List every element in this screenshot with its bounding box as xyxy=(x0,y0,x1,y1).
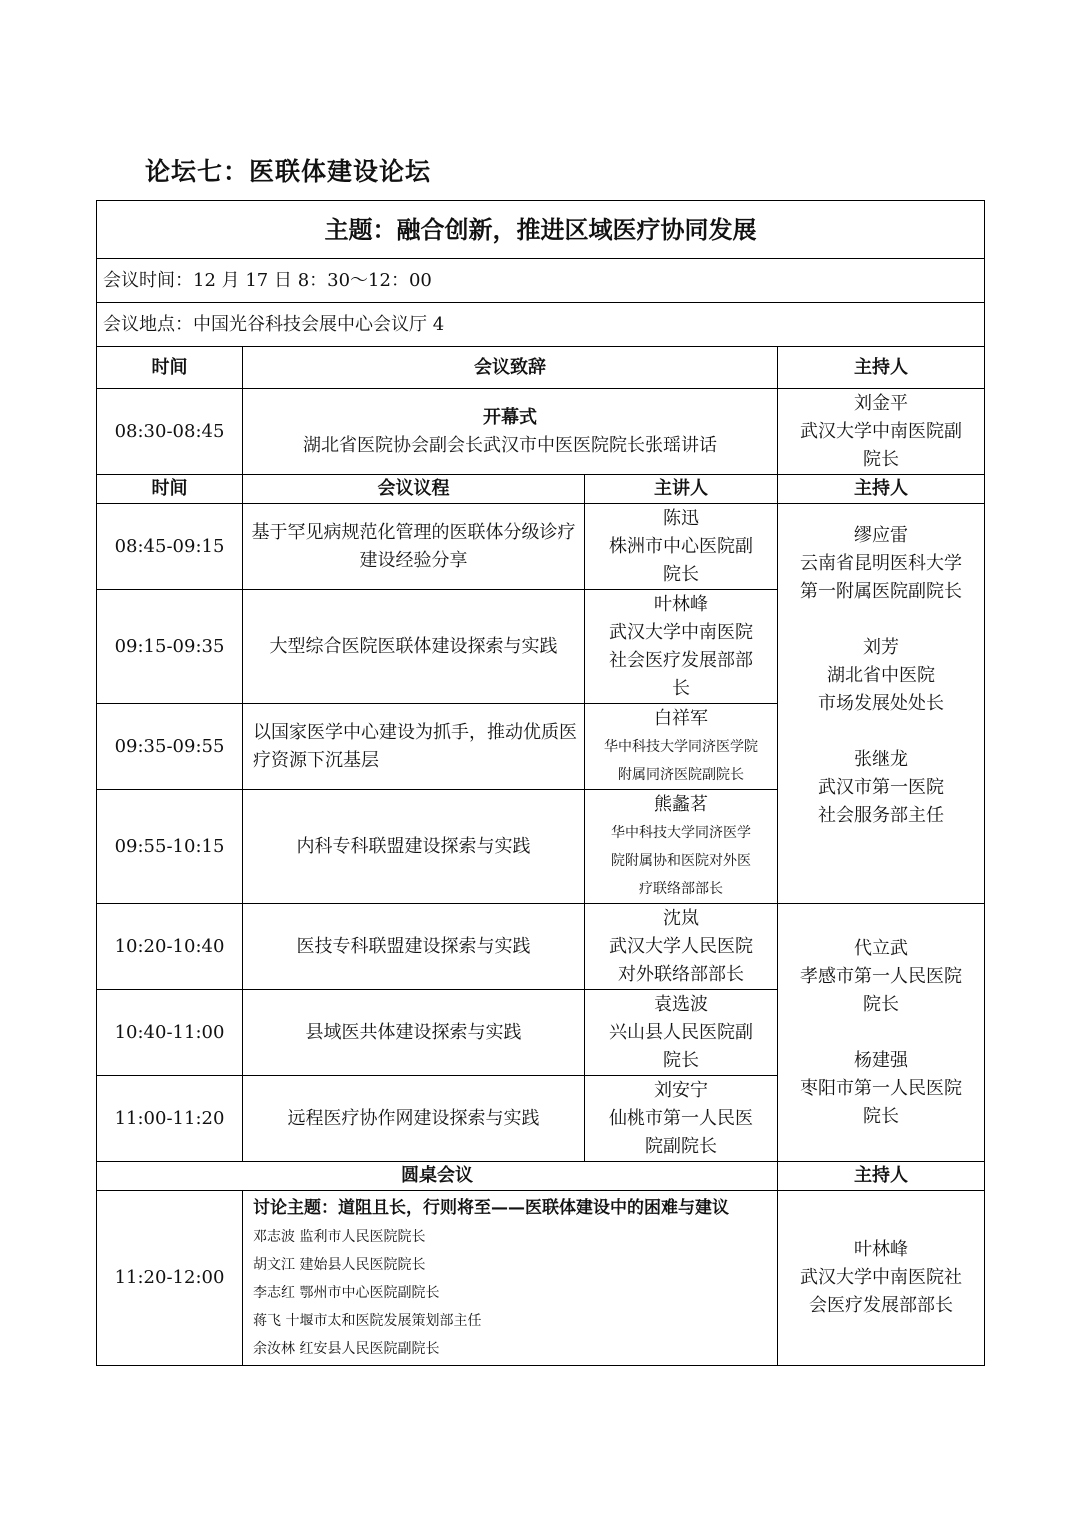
host-spacer xyxy=(784,718,978,746)
speaker-title-line: 社会医疗发展部部 xyxy=(609,649,753,671)
speaker-title-line: 院附属协和医院对外医 xyxy=(611,852,751,869)
session-speaker xyxy=(585,904,778,990)
opening-desc: 湖北省医院协会副会长武汉市中医医院院长张瑶讲话 xyxy=(303,434,717,456)
agenda-header-time: 时间 xyxy=(97,475,243,504)
panelist: 胡文江 建始县人民医院院长 xyxy=(253,1257,426,1273)
session-speaker xyxy=(585,990,778,1076)
session-speaker xyxy=(585,790,778,904)
speaker-title-line: 长 xyxy=(672,677,690,699)
session-topic: 医技专科联盟建设探索与实践 xyxy=(243,904,585,990)
speaker-name: 熊蠡茗 xyxy=(654,793,708,815)
host-spacer xyxy=(784,830,978,886)
host-line: 院长 xyxy=(863,1105,899,1127)
session-speaker xyxy=(585,590,778,704)
speaker-title-line: 附属同济医院副院长 xyxy=(618,766,744,783)
session-time: 10:20-10:40 xyxy=(97,904,243,990)
panelist: 余汝林 红安县人民医院副院长 xyxy=(253,1341,440,1357)
session-time: 11:00-11:20 xyxy=(97,1076,243,1162)
forum-title: 论坛七：医联体建设论坛 xyxy=(145,157,432,186)
session-time: 10:40-11:00 xyxy=(97,990,243,1076)
panelist: 李志红 鄂州市中心医院副院长 xyxy=(253,1285,440,1301)
opening-host xyxy=(778,389,985,475)
speaker-title-line: 仙桃市第一人民医 xyxy=(609,1107,753,1129)
host-line: 湖北省中医院 xyxy=(827,664,935,686)
host-spacer xyxy=(784,1019,978,1047)
speaker-title-line: 院长 xyxy=(663,1049,699,1071)
host-line: 缪应雷 xyxy=(854,524,908,546)
speaker-title-line: 院长 xyxy=(663,563,699,585)
roundtable-time: 11:20-12:00 xyxy=(97,1191,243,1366)
roundtable-host-line: 武汉大学中南医院社 xyxy=(800,1267,962,1288)
roundtable-host-header: 主持人 xyxy=(778,1162,985,1191)
host-line: 云南省昆明医科大学 xyxy=(800,552,962,574)
header-time: 时间 xyxy=(97,347,243,389)
session-speaker xyxy=(585,1076,778,1162)
speaker-title-line: 华中科技大学同济医学 xyxy=(611,824,751,841)
speaker-name: 袁选波 xyxy=(654,993,708,1015)
session-topic: 远程医疗协作网建设探索与实践 xyxy=(243,1076,585,1162)
speaker-title-line: 株洲市中心医院副 xyxy=(609,535,753,557)
roundtable-host xyxy=(778,1191,985,1366)
host-line: 社会服务部主任 xyxy=(818,804,944,826)
opening-cell xyxy=(243,389,778,475)
roundtable-host-line: 叶林峰 xyxy=(854,1239,908,1260)
header-host: 主持人 xyxy=(778,347,985,389)
speaker-title-line: 院副院长 xyxy=(645,1135,717,1157)
panelist: 邓志波 监利市人民医院院长 xyxy=(253,1229,426,1245)
speaker-title-line: 疗联络部部长 xyxy=(639,880,723,897)
session-speaker xyxy=(585,704,778,790)
host-line: 院长 xyxy=(863,993,899,1015)
speaker-name: 叶林峰 xyxy=(654,593,708,615)
session-time: 08:45-09:15 xyxy=(97,504,243,590)
roundtable-host-line: 会医疗发展部部长 xyxy=(809,1295,953,1316)
opening-host-line: 武汉大学中南医院副 xyxy=(800,420,962,442)
speaker-name: 刘安宁 xyxy=(654,1079,708,1101)
opening-title: 开幕式 xyxy=(483,406,537,428)
agenda-table xyxy=(96,200,985,1366)
session-topic: 以国家医学中心建设为抓手，推动优质医疗资源下沉基层 xyxy=(243,704,585,790)
roundtable-header: 圆桌会议 xyxy=(97,1162,778,1191)
speaker-title-line: 武汉大学人民医院 xyxy=(609,935,753,957)
opening-time: 08:30-08:45 xyxy=(97,389,243,475)
speaker-title-line: 兴山县人民医院副 xyxy=(609,1021,753,1043)
speaker-name: 陈迅 xyxy=(663,507,699,529)
opening-host-line: 院长 xyxy=(863,448,899,470)
meeting-place: 会议地点：中国光谷科技会展中心会议厅 4 xyxy=(97,303,985,347)
speaker-name: 白祥军 xyxy=(654,707,708,729)
session-topic: 县域医共体建设探索与实践 xyxy=(243,990,585,1076)
host-line: 张继龙 xyxy=(854,748,908,770)
session-topic: 大型综合医院医联体建设探索与实践 xyxy=(243,590,585,704)
opening-host-line: 刘金平 xyxy=(854,392,908,414)
host-group-1 xyxy=(778,504,985,904)
speaker-title-line: 对外联络部部长 xyxy=(618,963,744,985)
agenda-header-host: 主持人 xyxy=(778,475,985,504)
host-line: 杨建强 xyxy=(854,1049,908,1071)
discussion-title: 讨论主题：道阻且长，行则将至——医联体建设中的困难与建议 xyxy=(253,1198,729,1218)
agenda-header-topic: 会议议程 xyxy=(243,475,585,504)
host-line: 代立武 xyxy=(854,937,908,959)
host-line: 市场发展处处长 xyxy=(818,692,944,714)
agenda-header-speaker: 主讲人 xyxy=(585,475,778,504)
session-topic: 内科专科联盟建设探索与实践 xyxy=(243,790,585,904)
theme-heading: 主题：融合创新，推进区域医疗协同发展 xyxy=(97,201,985,259)
host-line: 刘芳 xyxy=(863,636,899,658)
host-line: 武汉市第一医院 xyxy=(818,776,944,798)
session-time: 09:55-10:15 xyxy=(97,790,243,904)
meeting-time: 会议时间：12 月 17 日 8：30～12：00 xyxy=(97,259,985,303)
speaker-name: 沈岚 xyxy=(663,907,699,929)
host-spacer xyxy=(784,606,978,634)
roundtable-discussion xyxy=(243,1191,778,1366)
session-speaker xyxy=(585,504,778,590)
speaker-title-line: 武汉大学中南医院 xyxy=(609,621,753,643)
host-line: 第一附属医院副院长 xyxy=(800,580,962,602)
panelist: 蒋飞 十堰市太和医院发展策划部主任 xyxy=(253,1313,482,1329)
session-topic: 基于罕见病规范化管理的医联体分级诊疗建设经验分享 xyxy=(243,504,585,590)
speaker-title-line: 华中科技大学同济医学院 xyxy=(604,738,758,755)
session-time: 09:15-09:35 xyxy=(97,590,243,704)
header-speech: 会议致辞 xyxy=(243,347,778,389)
host-line: 孝感市第一人民医院 xyxy=(800,965,962,987)
session-time: 09:35-09:55 xyxy=(97,704,243,790)
host-line: 枣阳市第一人民医院 xyxy=(800,1077,962,1099)
host-group-2 xyxy=(778,904,985,1162)
